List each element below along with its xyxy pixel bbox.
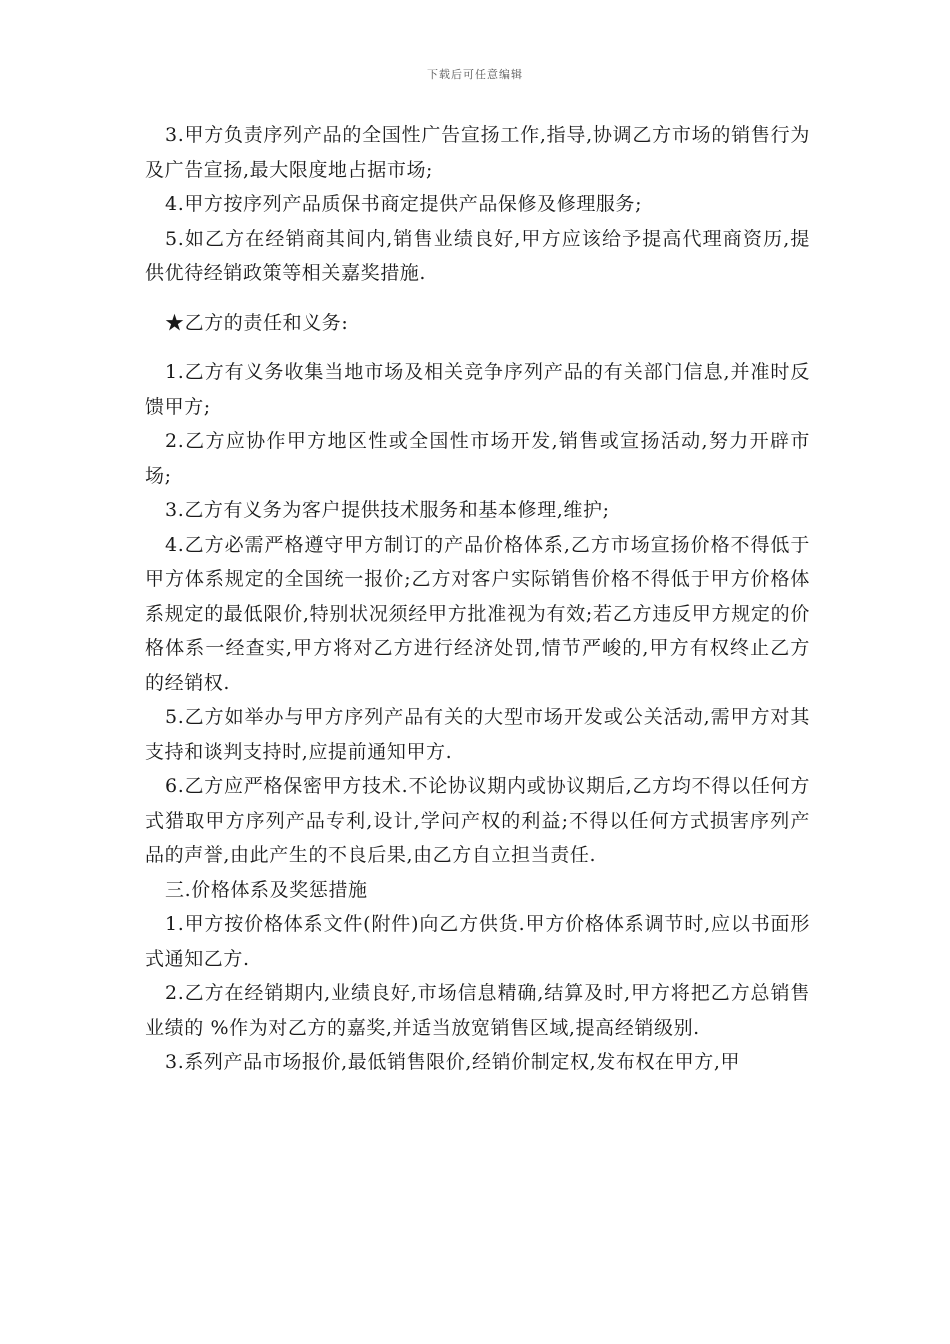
- clause-paragraph: 4.甲方按序列产品质保书商定提供产品保修及修理服务;: [165, 193, 643, 215]
- clause-paragraph: 6.乙方应严格保密甲方技术.不论协议期内或协议期后,乙方均不得以任何方式猎取甲方序列产品专利,设计,学问产权的利益;不得以任何方式损害序列产品的声誉,由此产生的不良后果,由乙方自立担当责任.: [145, 775, 810, 866]
- clause-paragraph: 2.乙方在经销期内,业绩良好,市场信息精确,结算及时,甲方将把乙方总销售业绩的 %作为对乙方的嘉奖,并适当放宽销售区域,提高经销级别.: [145, 982, 810, 1039]
- clause-paragraph: 1.甲方按价格体系文件(附件)向乙方供货.甲方价格体系调节时,应以书面形式通知乙方.: [145, 913, 810, 970]
- clause-paragraph: 5.乙方如举办与甲方序列产品有关的大型市场开发或公关活动,需甲方对其支持和谈判支持时,应提前通知甲方.: [145, 706, 810, 763]
- document-body: [145, 118, 810, 1080]
- clause-paragraph: 3.甲方负责序列产品的全国性广告宣扬工作,指导,协调乙方市场的销售行为及广告宣扬,最大限度地占据市场;: [145, 124, 810, 181]
- clause-paragraph: 3.系列产品市场报价,最低销售限价,经销价制定权,发布权在甲方,甲: [165, 1051, 741, 1073]
- clause-paragraph: 5.如乙方在经销商其间内,销售业绩良好,甲方应该给予提高代理商资历,提供优待经销政策等相关嘉奖措施.: [145, 227, 810, 284]
- page-header-note: 下载后可任意编辑: [427, 68, 523, 81]
- section-heading: ★乙方的责任和义务:: [165, 311, 349, 334]
- clause-paragraph: 1.乙方有义务收集当地市场及相关竞争序列产品的有关部门信息,并准时反馈甲方;: [145, 361, 810, 418]
- section-heading: 三.价格体系及奖惩措施: [165, 878, 368, 901]
- clause-paragraph: 4.乙方必需严格遵守甲方制订的产品价格体系,乙方市场宣扬价格不得低于甲方体系规定的全国统一报价;乙方对客户实际销售价格不得低于甲方价格体系规定的最低限价,特别状况须经甲方批准视为有效;若乙方违反甲方规定的价格体系一经查实,甲方将对乙方进行经济处罚,情节严峻的,甲方有权终止乙方的经销权.: [145, 533, 810, 694]
- clause-paragraph: 2.乙方应协作甲方地区性或全国性市场开发,销售或宣扬活动,努力开辟市场;: [145, 430, 810, 487]
- clause-paragraph: 3.乙方有义务为客户提供技术服务和基本修理,维护;: [165, 499, 610, 521]
